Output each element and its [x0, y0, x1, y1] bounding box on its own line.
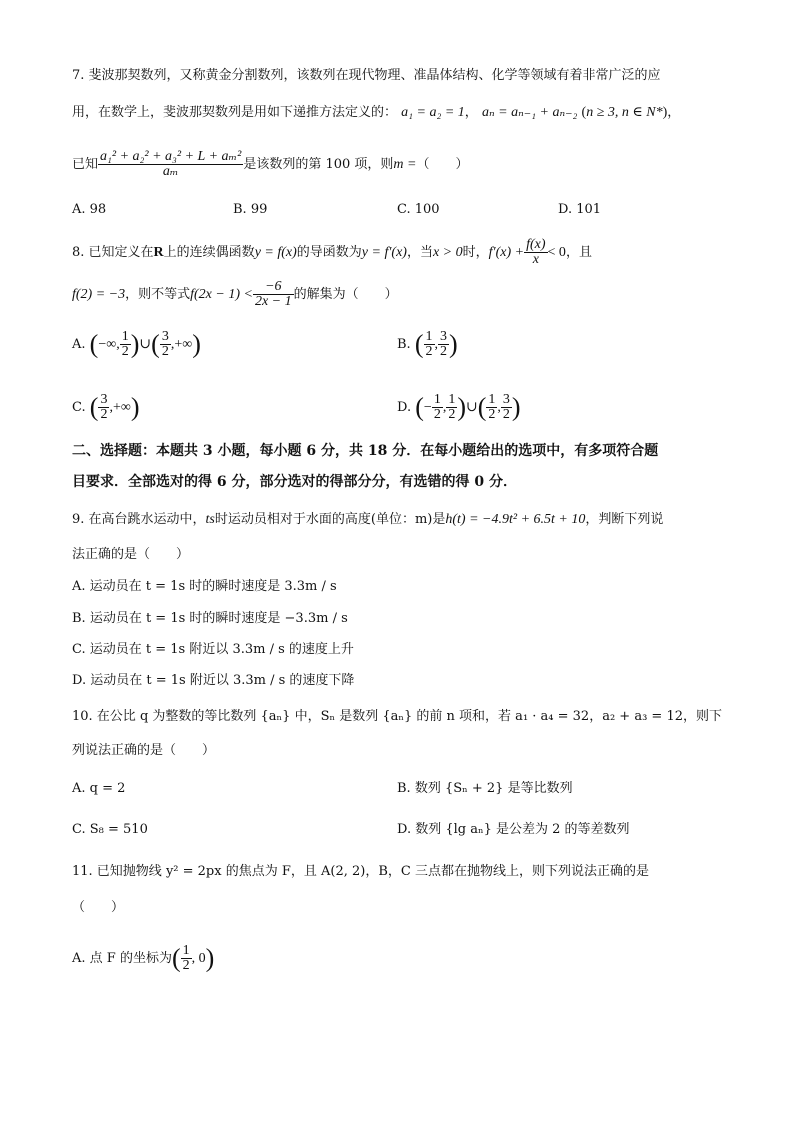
- q11-frac-den: 2: [182, 958, 190, 973]
- q7-line3: [72, 150, 724, 179]
- q7-known: 已知: [72, 157, 99, 172]
- q9-option-d: D. 运动员在 t = 1s 附近以 3.3m / s 的速度下降: [72, 673, 355, 688]
- q11-optA-text: A. 点 F 的坐标为: [72, 951, 172, 966]
- q9-text-a: 9. 在高台跳水运动中，: [72, 512, 206, 527]
- q7-blank: （ ）: [416, 157, 469, 172]
- q8-frac2-den: 2x − 1: [254, 294, 292, 309]
- q8-optA-label: A.: [72, 337, 86, 352]
- q8-line2: [72, 280, 724, 309]
- q11-optA-post: , 0: [191, 951, 206, 966]
- q7-option-d: D. 101: [558, 202, 602, 217]
- q11-optA-frac: [181, 944, 192, 973]
- section2-line2: 目要求．全部选对的得 6 分，部分选对的得部分分，有选错的得 0 分．: [72, 474, 517, 490]
- q9-text-c: ，判断下列说: [585, 512, 664, 527]
- q10-option-b: B. 数列 {Sₙ + 2} 是等比数列: [397, 781, 573, 796]
- q8-option-d: D. (− $\frac{1}{2}$ , $\frac{1}{2}$ )∪( $\frac{1}{2}$ , $\frac{3}{2}$ ): [397, 392, 521, 422]
- q7-math-condition: n ≥ 3, n ∈ N*: [586, 105, 663, 120]
- q8-optD-label: D.: [397, 400, 412, 415]
- q8-option-c: C. ( $\frac{3}{2}$ ,+∞): [72, 392, 140, 422]
- q8-text-h: 的解集为（ ）: [293, 287, 398, 302]
- q9-option-c: C. 运动员在 t = 1s 附近以 3.3m / s 的速度上升: [72, 642, 354, 657]
- q7-option-b: B. 99: [233, 202, 268, 217]
- q8-deriv: y = f′(x): [361, 245, 407, 260]
- q8-text-f: ，且: [565, 245, 592, 260]
- q9-height-func: h(t) = −4.9t² + 6.5t + 10: [445, 512, 586, 527]
- q9-line1: [72, 510, 724, 530]
- q9-option-a: A. 运动员在 t = 1s 时的瞬时速度是 3.3m / s: [72, 579, 337, 594]
- q8-ineq-post: < 0: [547, 245, 566, 260]
- q10-option-c: C. S₈ = 510: [72, 822, 148, 837]
- q8-frac2: [253, 280, 294, 309]
- q9-ts: ts: [205, 512, 215, 527]
- q8-line1: [72, 238, 724, 267]
- q7-line3-post: 是该数列的第 100 项，则: [243, 157, 394, 172]
- q8-optB-label: B.: [397, 337, 411, 352]
- q8-frac1-den: x: [532, 252, 539, 267]
- q8-R: R: [153, 245, 164, 260]
- q7-math-recurrence: aₙ = aₙ₋₁ + aₙ₋₂: [481, 105, 578, 120]
- q8-text-c: 的导函数为: [296, 245, 362, 260]
- q11-frac-num: 1: [182, 943, 190, 958]
- q7-math-a1a2: a₁ = a₂ = 1: [401, 105, 465, 120]
- q8-ineq2: f(2x − 1) <: [190, 287, 253, 302]
- q8-optC-label: C.: [72, 400, 86, 415]
- q8-text-d: ，当: [406, 245, 433, 260]
- q8-text-a: 8. 已知定义在: [72, 245, 154, 260]
- q7-line2-text: 用，在数学上，斐波那契数列是用如下递推方法定义的：: [72, 105, 398, 120]
- q10-line1: 10. 在公比 q 为整数的等比数列 {aₙ} 中，Sₙ 是数列 {aₙ} 的前 n 项和，若 a₁ · a₄ = 32，a₂ + a₃ = 12，则下: [72, 709, 722, 724]
- q11-option-a: A. 点 F 的坐标为( $\frac{1}{2}$ , 0): [72, 943, 215, 973]
- q8-frac1-num: f(x): [526, 237, 546, 252]
- q10-line2: 列说法正确的是（ ）: [72, 743, 216, 758]
- q8-text-g: ，则不等式: [125, 287, 191, 302]
- q8-func: y = f(x): [254, 245, 297, 260]
- q7-frac-den: aₘ: [162, 164, 179, 179]
- q8-text-b: 上的连续偶函数: [163, 245, 255, 260]
- q7-line2: 用，在数学上，斐波那契数列是用如下递推方法定义的： a₁ = a₂ = 1， aₙ = aₙ₋₁ + aₙ₋₂ (n ≥ 3, n ∈ N*)，: [72, 105, 681, 120]
- q7-frac-num: a₁² + a₂² + a₃² + L + aₘ²: [100, 149, 242, 164]
- q9-option-b: B. 运动员在 t = 1s 时的瞬时速度是 −3.3m / s: [72, 611, 348, 626]
- q9-line2: 法正确的是（ ）: [72, 547, 190, 562]
- q8-ineq-pre: f′(x) +: [488, 245, 525, 260]
- q11-line1: 11. 已知抛物线 y² = 2px 的焦点为 F，且 A(2, 2)，B，C 三点都在抛物线上，则下列说法正确的是: [72, 864, 649, 879]
- q10-option-d: D. 数列 {lg aₙ} 是公差为 2 的等差数列: [397, 822, 630, 837]
- q8-option-a: A. (−∞, $\frac{1}{2}$ )∪( $\frac{3}{2}$ ,+∞): [72, 329, 201, 359]
- q7-line1: 7. 斐波那契数列，又称黄金分割数列，该数列在现代物理、准晶体结构、化学等领域有着非常广泛的应: [72, 68, 661, 83]
- q10-option-a: A. q = 2: [72, 781, 126, 796]
- section2-line1: 二、选择题：本题共 3 小题，每小题 6 分，共 18 分．在每小题给出的选项中，有多项符合题: [72, 443, 659, 459]
- q8-frac1: [524, 238, 547, 267]
- q9-text-b: 时运动员相对于水面的高度(单位：m)是: [214, 512, 446, 527]
- q7-fraction: [98, 150, 243, 179]
- q7-option-a: A. 98: [72, 202, 107, 217]
- q7-option-c: C. 100: [397, 202, 440, 217]
- q11-line2: （ ）: [72, 900, 125, 915]
- q8-text-e: 时，: [462, 245, 489, 260]
- q8-option-b: B. ( $\frac{1}{2}$ , $\frac{3}{2}$ ): [397, 329, 458, 359]
- q8-x-pos: x > 0: [432, 245, 463, 260]
- q8-f2: f(2) = −3: [72, 287, 126, 302]
- q7-var-m: m =: [393, 157, 417, 172]
- q8-frac2-num: −6: [253, 280, 294, 295]
